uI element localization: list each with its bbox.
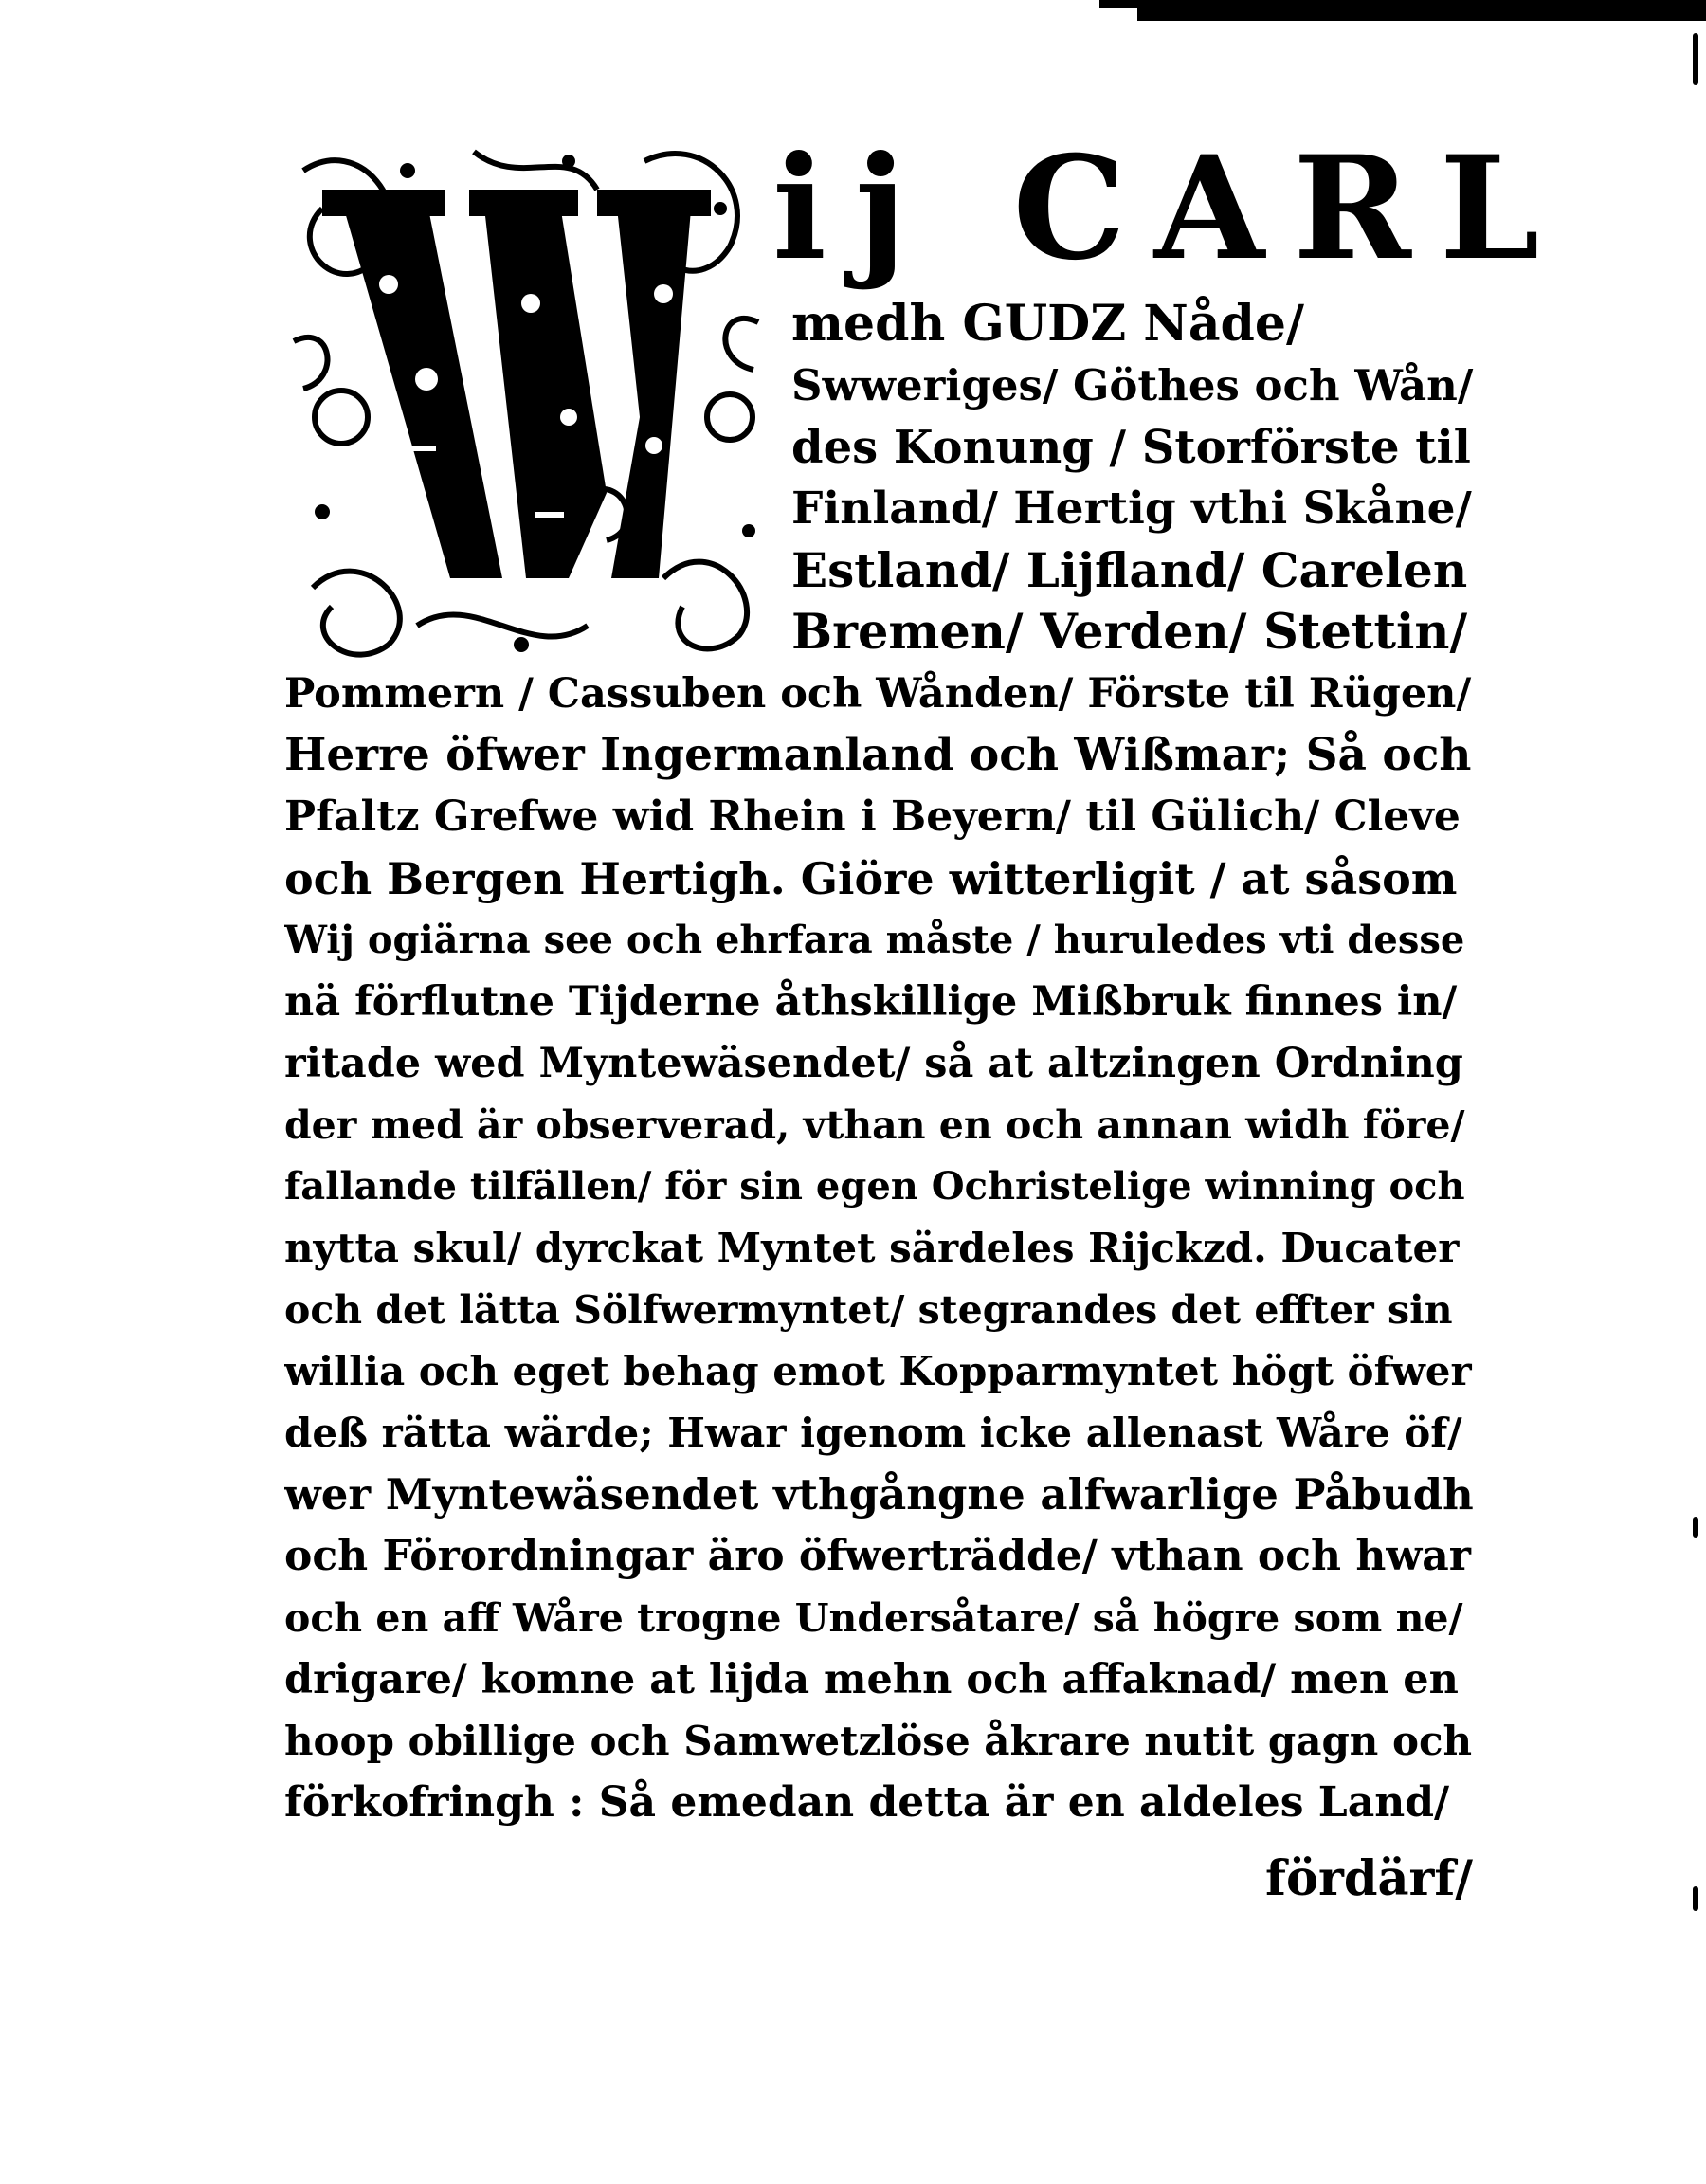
text-line: Swweriges/ Göthes och Wån/: [791, 360, 1474, 410]
text-line: der med är observerad, vthan en och annan widh före/: [284, 1102, 1465, 1148]
text-line: Herre öfwer Ingermanland och Wißmar; Så och: [284, 729, 1472, 781]
text-line: hoop obillige och Samwetzlöse åkrare nutit gagn och: [284, 1718, 1473, 1764]
text-line: Estland/ Lijfland/ Carelen: [791, 542, 1468, 598]
text-line: nytta skul/ dyrckat Myntet särdeles Rijckzd. Ducater: [284, 1225, 1460, 1271]
text-line: Pfaltz Grefwe wid Rhein i Beyern/ til Gülich/ Cleve: [284, 792, 1461, 841]
text-line: des Konung / Storförste til: [791, 421, 1471, 474]
text-line: wer Myntewäsendet vthgångne alfwarlige Påbudh: [284, 1469, 1474, 1520]
text-line: och Förordningar äro öfwerträdde/ vthan och hwar: [284, 1532, 1471, 1580]
edge-mark: [1693, 33, 1698, 85]
text-line: Wij ogiärna see och ehrfara måste / huruledes vti desse: [284, 918, 1465, 962]
document-title: ij CARL: [772, 125, 1569, 292]
text-line: deß rätta wärde; Hwar igenom icke allenast Wåre öf/: [284, 1410, 1462, 1456]
text-line: nä förflutne Tijderne åthskillige Mißbruk finnes in/: [284, 978, 1458, 1026]
text-line: fallande tilfällen/ för sin egen Ochristelige winning och: [284, 1164, 1465, 1209]
text-line: Bremen/ Verden/ Stettin/: [791, 604, 1468, 661]
text-line: och en aff Wåre trogne Undersåtare/ så högre som ne/: [284, 1595, 1463, 1641]
top-edge-tip: [1099, 0, 1147, 8]
decorated-initial-w: [284, 133, 777, 673]
text-line: och Bergen Hertigh. Giöre witterligit / at såsom: [284, 853, 1458, 904]
text-line: medh GUDZ Nåde/: [791, 295, 1304, 353]
text-line: Pommern / Cassuben och Wånden/ Förste til Rügen/: [284, 670, 1472, 718]
text-line: och det lätta Sölfwermyntet/ stegrandes det effter sin: [284, 1287, 1453, 1333]
edge-mark: [1693, 1886, 1698, 1911]
catchword: fördärf/: [1265, 1850, 1473, 1907]
top-edge-bar: [1137, 0, 1706, 21]
text-line: Finland/ Hertig vthi Skåne/: [791, 482, 1472, 535]
text-line: förkofringh : Så emedan detta är en aldeles Land/: [284, 1778, 1450, 1827]
text-line: willia och eget behag emot Kopparmyntet högt öfwer: [284, 1348, 1472, 1394]
text-line: drigare/ komne at lijda mehn och affaknad/ men en: [284, 1656, 1459, 1703]
edge-mark: [1693, 1517, 1698, 1538]
text-line: ritade wed Myntewäsendet/ så at altzingen Ordning: [284, 1040, 1463, 1087]
